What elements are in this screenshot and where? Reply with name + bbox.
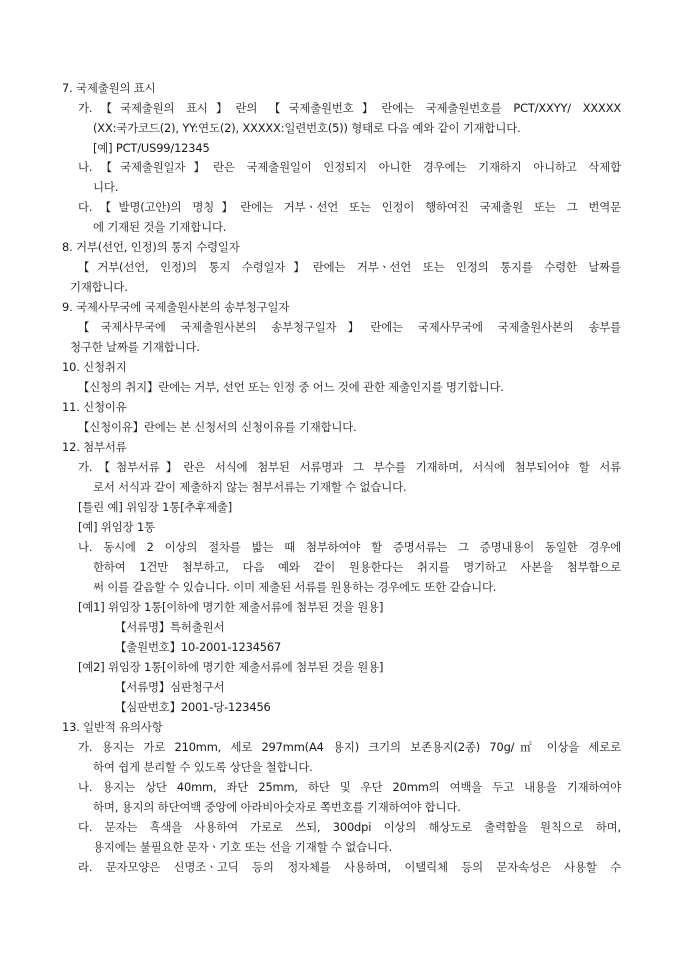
text-line: 가. 용지는 가로 210mm, 세로 297mm(A4 용지) 크기의 보존용지(2종) 70g/㎡ 이상을 세로로: [78, 740, 621, 754]
text-line: [틀린 예] 위임장 1통[추후제출]: [78, 500, 233, 514]
text-line: 【거부(선언, 인정)의 통지 수령일자】란에는 거부ㆍ선언 또는 인정의 통지를 수령한 날짜를: [78, 260, 621, 274]
text-line: [예] PCT/US99/12345: [93, 141, 210, 155]
section-7-heading: 7. 국제출원의 표시: [62, 81, 156, 95]
text-line: 나. 동시에 2 이상의 절차를 밟는 때 첨부하여야 할 증명서류는 그 증명내용이 동일한 경우에: [78, 540, 621, 554]
section-8-heading: 8. 거부(선언, 인정)의 통지 수령일자: [62, 240, 240, 254]
text-line: [예] 위임장 1통: [78, 520, 155, 534]
text-line: 하며, 용지의 하단여백 중앙에 아라비아숫자로 쪽번호를 기재하여야 합니다.: [93, 800, 461, 814]
text-line: 써 이를 갈음할 수 있습니다. 이미 제출된 서류를 원용하는 경우에도 또한 같습니다.: [93, 580, 497, 594]
text-line: 가.【국제출원의 표시】란의 【국제출원번호】란에는 국제출원번호를 PCT/XXYY/ XXXXX: [78, 101, 621, 115]
text-line: 용지에는 불필요한 문자ㆍ기호 또는 선을 기재할 수 없습니다.: [93, 840, 393, 854]
text-line: 에 기재된 것을 기재합니다.: [93, 220, 227, 234]
text-line: 【출원번호】10-2001-1234567: [115, 640, 282, 654]
text-line: 라. 문자모양은 신명조ㆍ고딕 등의 정자체를 사용하며, 이탤릭체 등의 문자속성은 사용할 수: [78, 860, 621, 874]
text-line: 한하여 1건만 첨부하고, 다음 예와 같이 원용한다는 취지를 명기하고 사본을 첨부함으로: [93, 560, 621, 574]
text-line: 【신청의 취지】란에는 거부, 선언 또는 인정 중 어느 것에 관한 제출인지를 명기합니다.: [78, 380, 504, 394]
text-line: 기재합니다.: [70, 280, 128, 294]
section-12-heading: 12. 첨부서류: [62, 440, 127, 454]
text-line: 하여 쉽게 분리할 수 있도록 상단을 철합니다.: [93, 760, 313, 774]
section-11-heading: 11. 신청이유: [62, 400, 127, 414]
section-10-heading: 10. 신청취지: [62, 360, 127, 374]
text-line: 로서 서식과 같이 제출하지 않는 첨부서류는 기재할 수 없습니다.: [93, 480, 407, 494]
text-line: 나. 용지는 상단 40mm, 좌단 25mm, 하단 및 우단 20mm의 여백을 두고 내용을 기재하여야: [78, 780, 621, 794]
text-line: 청구한 날짜를 기재합니다.: [70, 340, 200, 354]
text-line: 【심판번호】2001-당-123456: [115, 700, 271, 714]
text-line: 다. 문자는 흑색을 사용하여 가로로 쓰되, 300dpi 이상의 해상도로 출력함을 원칙으로 하며,: [78, 820, 621, 834]
section-13-heading: 13. 일반적 유의사항: [62, 720, 163, 734]
text-line: 다.【발명(고안)의 명칭】란에는 거부ㆍ선언 또는 인정이 행하여진 국제출원 또는 그 번역문: [78, 200, 621, 214]
text-line: [예1] 위임장 1통[이하에 명기한 제출서류에 첨부된 것을 원용]: [78, 600, 384, 614]
text-line: 나.【국제출원일자】란은 국제출원일이 인정되지 아니한 경우에는 기재하지 아니하고 삭제합: [78, 160, 621, 174]
text-line: 가.【첨부서류】란은 서식에 첨부된 서류명과 그 부수를 기재하며, 서식에 첨부되어야 할 서류: [78, 460, 621, 474]
text-line: 【국제사무국에 국제출원사본의 송부청구일자】란에는 국제사무국에 국제출원사본의 송부를: [78, 320, 621, 334]
text-line: 【신청이유】란에는 본 신청서의 신청이유를 기재합니다.: [78, 420, 357, 434]
section-9-heading: 9. 국제사무국에 국제출원사본의 송부청구일자: [62, 300, 290, 314]
text-line: 니다.: [93, 180, 119, 194]
text-line: 【서류명】특허출원서: [115, 620, 225, 634]
text-line: [예2] 위임장 1통[이하에 명기한 제출서류에 첨부된 것을 원용]: [78, 660, 384, 674]
text-line: 【서류명】심판청구서: [115, 680, 225, 694]
text-line: (XX:국가코드(2), YY:연도(2), XXXXX:일련번호(5)) 형태로 다음 예와 같이 기재합니다.: [93, 121, 521, 135]
